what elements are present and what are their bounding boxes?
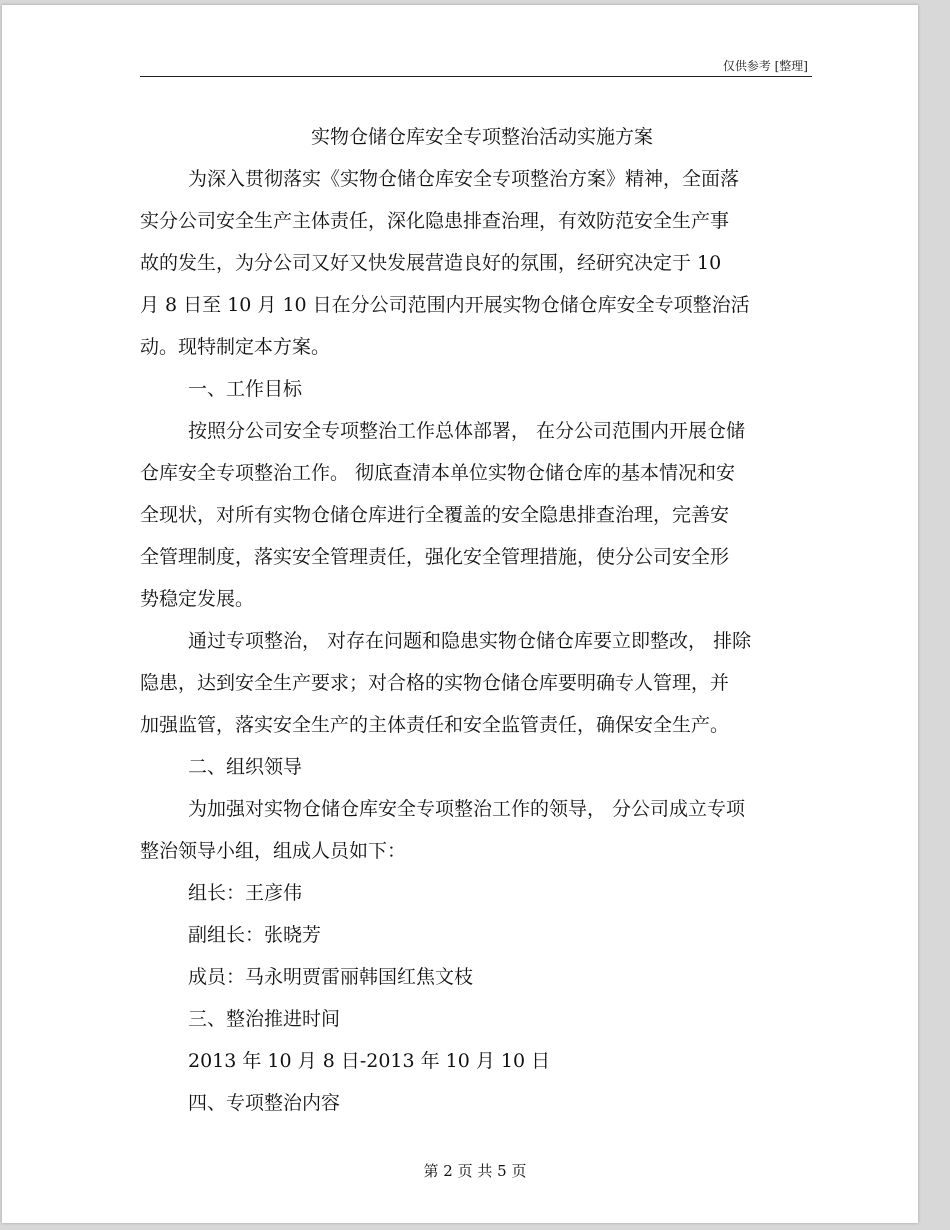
text-line: 加强监管，落实安全生产的主体责任和安全监管责任，确保安全生产。 [140,714,730,736]
document-page [2,5,918,1223]
text-line: 月 8 日至 10 月 10 日在分公司范围内开展实物仓储仓库安全专项整治活 [140,294,750,316]
text-line: 三、整治推进时间 [188,1008,341,1030]
text-line: 四、专项整治内容 [188,1092,341,1114]
document-body [140,158,810,1124]
text-line: 副组长：张晓芳 [188,924,322,946]
text-line: 二、组织领导 [188,756,303,778]
paragraph [140,788,810,872]
text-line: 一、工作目标 [188,378,303,400]
text-line: 通过专项整治， 对存在问题和隐患实物仓储仓库要立即整改， 排除 [188,630,752,652]
text-line: 整治领导小组，组成人员如下： [140,840,407,862]
page-footer: 第 2 页 共 5 页 [423,1162,527,1180]
text-line: 仓库安全专项整治工作。 彻底查清本单位实物仓储仓库的基本情况和安 [140,462,736,484]
text-line: 动。现特制定本方案。 [140,336,331,358]
text-line: 按照分公司安全专项整治工作总体部署， 在分公司范围内开展仓储 [188,420,746,442]
paragraph [140,158,810,368]
header-note: 仅供参考 [整理] [722,59,808,73]
paragraph [140,410,810,620]
text-line: 为加强对实物仓储仓库安全专项整治工作的领导， 分公司成立专项 [188,798,746,820]
text-line: 隐患，达到安全生产要求；对合格的实物仓储仓库要明确专人管理，并 [140,672,730,694]
text-line: 故的发生，为分公司又好又快发展营造良好的氛围，经研究决定于 10 [140,252,722,274]
paragraph [140,872,810,914]
paragraph [140,998,810,1040]
text-line: 势稳定发展。 [140,588,255,610]
document-title: 实物仓储仓库安全专项整治活动实施方案 [310,126,653,148]
paragraph [140,914,810,956]
paragraph [140,1082,810,1124]
text-line: 2013 年 10 月 8 日-2013 年 10 月 10 日 [188,1050,551,1072]
text-line: 为深入贯彻落实《实物仓储仓库安全专项整治方案》精神，全面落 [188,168,740,190]
text-line: 全现状，对所有实物仓储仓库进行全覆盖的安全隐患排查治理，完善安 [140,504,730,526]
paragraph [140,1040,810,1082]
paragraph [140,620,810,746]
text-line: 组长：王彦伟 [188,882,303,904]
text-line: 全管理制度，落实安全管理责任，强化安全管理措施，使分公司安全形 [140,546,730,568]
text-line: 实分公司安全生产主体责任，深化隐患排查治理，有效防范安全生产事 [140,210,730,232]
header-rule [140,76,812,77]
paragraph [140,368,810,410]
text-line: 成员：马永明贾雷丽韩国红焦文枝 [188,966,474,988]
paragraph [140,956,810,998]
paragraph [140,746,810,788]
